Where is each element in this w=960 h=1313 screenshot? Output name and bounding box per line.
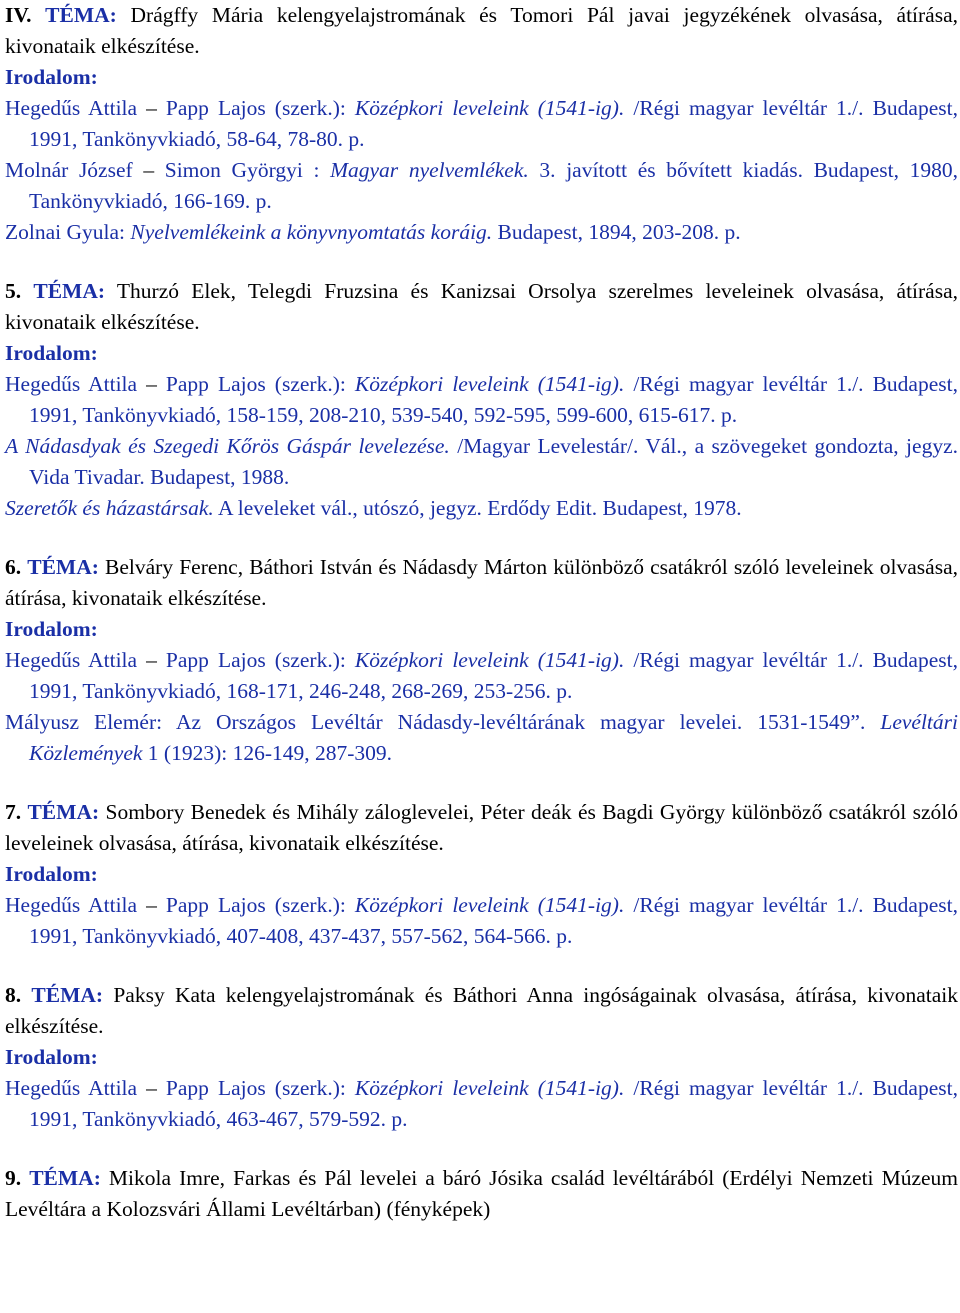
bibliography-entry bbox=[5, 93, 958, 155]
topic-paragraph bbox=[5, 797, 958, 859]
irodalom-heading: Irodalom: bbox=[5, 617, 98, 641]
bibliography-entry bbox=[5, 493, 958, 524]
reference-text: 1 (1923): 126-149, 287-309. bbox=[142, 741, 393, 765]
work-title: Középkori leveleink (1541-ig). bbox=[354, 96, 625, 120]
reference-text: – bbox=[137, 1076, 166, 1100]
topic-text: Thurzó Elek, Telegdi Fruzsina és Kanizsai Orsolya szerelmes leveleinek olvasása, átírása, kivonataik elkészítése. bbox=[5, 279, 959, 334]
reference-text: /Régi magyar levéltár 1./. Budapest, 1991, Tankönyvkiadó, 463-467, 579-592. p. bbox=[29, 1076, 958, 1131]
work-title: Szeretők és házastársak. bbox=[5, 496, 214, 520]
topic-number: 9. bbox=[5, 1166, 22, 1190]
reference-text: Hegedűs Attila bbox=[5, 96, 138, 120]
reference-text: – bbox=[137, 372, 166, 396]
document-page bbox=[5, 0, 958, 1225]
reference-text: Papp Lajos (szerk.): bbox=[165, 893, 355, 917]
reference-text: Mályusz Elemér: bbox=[5, 710, 176, 734]
reference-text: /Régi magyar levéltár 1./. Budapest, 1991, Tankönyvkiadó, 158-159, 208-210, 539-540, 592-595, 599-600, 615-617. p. bbox=[29, 372, 958, 427]
reference-text: /Magyar Levelestár/. Vál., a szövegeket gondozta, jegyz. Vida Tivadar. Budapest, 1988. bbox=[29, 434, 958, 489]
reference-text: Budapest, 1894, 203-208. p. bbox=[492, 220, 741, 244]
topic-number: IV. bbox=[5, 3, 32, 27]
reference-text: – bbox=[137, 893, 166, 917]
reference-text: – bbox=[137, 648, 166, 672]
reference-text: Hegedűs Attila bbox=[5, 1076, 138, 1100]
topic-section bbox=[5, 552, 958, 769]
reference-text: Papp Lajos (szerk.): bbox=[165, 648, 355, 672]
work-title: Középkori leveleink (1541-ig). bbox=[354, 1076, 625, 1100]
tema-label: TÉMA: bbox=[31, 983, 104, 1007]
work-title: Levéltári Közlemények bbox=[29, 710, 958, 765]
topic-text: Drágffy Mária kelengyelajstromának és Tomori Pál javai jegyzékének olvasása, átírása, kivonataik elkészítése. bbox=[5, 3, 958, 58]
work-title: A Nádasdyak és Szegedi Kőrös Gáspár levelezése. bbox=[5, 434, 450, 458]
topic-number: 6. bbox=[5, 555, 22, 579]
topic-section bbox=[5, 1163, 958, 1225]
reference-text: – bbox=[132, 158, 165, 182]
bibliography-entry bbox=[5, 155, 958, 217]
work-title: Nyelvemlékeink a könyvnyomtatás koráig. bbox=[130, 220, 493, 244]
reference-text: /Régi magyar levéltár 1./. Budapest, 1991, Tankönyvkiadó, 407-408, 437-437, 557-562, 564-566. p. bbox=[29, 893, 958, 948]
tema-label: TÉMA: bbox=[45, 3, 117, 27]
tema-label: TÉMA: bbox=[29, 1166, 101, 1190]
topic-number: 8. bbox=[5, 983, 22, 1007]
reference-text: A leveleket vál., utószó, jegyz. Erdődy Edit. Budapest, 1978. bbox=[213, 496, 742, 520]
reference-text: 3. javított és bővített kiadás. Budapest, 1980, Tankönyvkiadó, 166-169. p. bbox=[29, 158, 959, 213]
topic-section bbox=[5, 0, 958, 248]
reference-text: Molnár József bbox=[5, 158, 133, 182]
reference-text: Papp Lajos (szerk.): bbox=[165, 96, 355, 120]
reference-text: Papp Lajos (szerk.): bbox=[165, 372, 355, 396]
bibliography-entry bbox=[5, 431, 958, 493]
bibliography-entry bbox=[5, 645, 958, 707]
reference-text: Zolnai Gyula: bbox=[5, 220, 131, 244]
bibliography-entry bbox=[5, 890, 958, 952]
topic-paragraph bbox=[5, 276, 958, 338]
topic-number: 5. bbox=[5, 279, 22, 303]
irodalom-heading: Irodalom: bbox=[5, 862, 98, 886]
topic-text: Belváry Ferenc, Báthori István és Nádasdy Márton különböző csatákról szóló leveleinek olvasása, átírása, kivonataik elkészítése. bbox=[5, 555, 959, 610]
topic-paragraph bbox=[5, 0, 958, 62]
irodalom-heading: Irodalom: bbox=[5, 341, 98, 365]
topic-text: Sombory Benedek és Mihály záloglevelei, Péter deák és Bagdi György különböző csatákról szóló leveleinek olvasása, átírása, kivonataik elkészítése. bbox=[5, 800, 958, 855]
irodalom-heading: Irodalom: bbox=[5, 65, 98, 89]
reference-text: Papp Lajos (szerk.): bbox=[165, 1076, 355, 1100]
reference-text: – bbox=[137, 96, 166, 120]
work-title: Középkori leveleink (1541-ig). bbox=[354, 893, 625, 917]
reference-text: Simon Györgyi : bbox=[164, 158, 331, 182]
reference-text: Az Országos Levéltár Nádasdy-levéltárának magyar levelei. 1531-1549”. bbox=[175, 710, 881, 734]
bibliography-entry bbox=[5, 369, 958, 431]
bibliography-entry bbox=[5, 707, 958, 769]
topic-section bbox=[5, 797, 958, 952]
reference-text: Hegedűs Attila bbox=[5, 648, 138, 672]
tema-label: TÉMA: bbox=[33, 279, 106, 303]
topic-number: 7. bbox=[5, 800, 22, 824]
bibliography-entry bbox=[5, 217, 958, 248]
tema-label: TÉMA: bbox=[27, 555, 99, 579]
topic-text: Paksy Kata kelengyelajstromának és Báthori Anna ingóságainak olvasása, átírása, kivonataik elkészítése. bbox=[5, 983, 958, 1038]
reference-text: /Régi magyar levéltár 1./. Budapest, 1991, Tankönyvkiadó, 168-171, 246-248, 268-269, 253-256. p. bbox=[29, 648, 958, 703]
tema-label: TÉMA: bbox=[27, 800, 100, 824]
topic-text: Mikola Imre, Farkas és Pál levelei a báró Jósika család levéltárából (Erdélyi Nemzeti Múzeum Levéltára a Kolozsvári Állami Levéltárban) (fényképek) bbox=[5, 1166, 959, 1221]
topic-paragraph bbox=[5, 552, 958, 614]
bibliography-entry bbox=[5, 1073, 958, 1135]
reference-text: Hegedűs Attila bbox=[5, 372, 138, 396]
topic-paragraph bbox=[5, 1163, 958, 1225]
topic-section bbox=[5, 276, 958, 524]
work-title: Középkori leveleink (1541-ig). bbox=[354, 372, 625, 396]
work-title: Középkori leveleink (1541-ig). bbox=[354, 648, 625, 672]
work-title: Magyar nyelvemlékek. bbox=[330, 158, 529, 182]
reference-text: Hegedűs Attila bbox=[5, 893, 138, 917]
topic-section bbox=[5, 980, 958, 1135]
irodalom-heading: Irodalom: bbox=[5, 1045, 98, 1069]
topic-paragraph bbox=[5, 980, 958, 1042]
reference-text: Budapest, 1991, Tankönyvkiadó, 58-64, 78-80. p. bbox=[29, 96, 958, 151]
reference-text: /Régi magyar levéltár 1./. bbox=[624, 96, 873, 120]
